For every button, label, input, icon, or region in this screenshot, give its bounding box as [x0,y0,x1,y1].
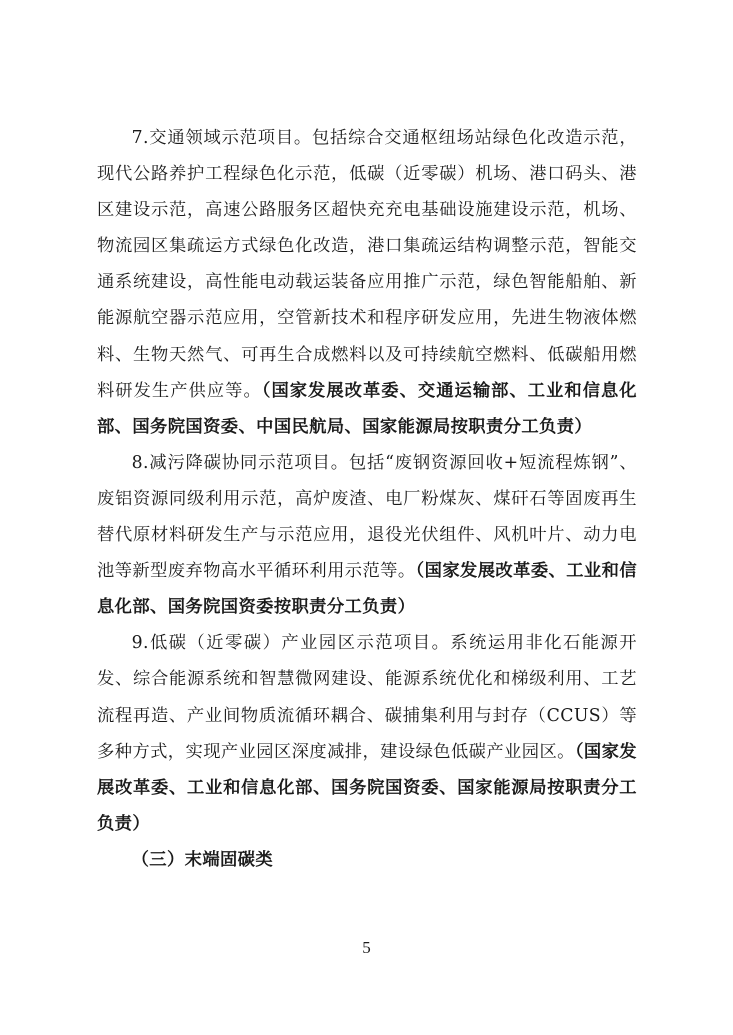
paragraph-text: 9.低碳（近零碳）产业园区示范项目。系统运用非化石能源开发、综合能源系统和智慧微网建设、能源系统优化和梯级利用、工艺流程再造、产业间物质流循环耦合、碳捕集利用与封存（CCUS）等多种方式，实现产业园区深度减排，建设绿色低碳产业园区。 [97,633,637,762]
responsible-agencies: （国家发展改革委、工业和信息化部、国务院国资委、国家能源局按职责分工负责） [97,741,637,834]
document-body [97,120,637,878]
paragraph-industrial-park-demo [97,625,637,842]
paragraph-transport-demo [97,120,637,445]
responsible-agencies: （国家发展改革委、交通运输部、工业和信息化部、国务院国资委、中国民航局、国家能源局按职责分工负责） [97,380,637,437]
paragraph-text: 8.减污降碳协同示范项目。包括“废钢资源回收+短流程炼钢”、废铝资源同级利用示范，高炉废渣、电厂粉煤灰、煤矸石等固废再生替代原材料研发生产与示范应用，退役光伏组件、风机叶片、动力电池等新型废弃物高水平循环利用示范等。 [97,452,637,582]
section-heading: （三）末端固碳类 [131,849,274,870]
paragraph-text: 7.交通领域示范项目。包括综合交通枢纽场站绿色化改造示范，现代公路养护工程绿色化示范，低碳（近零碳）机场、港口码头、港区建设示范，高速公路服务区超快充充电基础设施建设示范，机场、物流园区集疏运方式绿色化改造，港口集疏运结构调整示范，智能交通系统建设，高性能电动载运装备应用推广示范，绿色智能船舶、新能源航空器示范应用，空管新技术和程序研发应用，先进生物液体燃料、生物天然气、可再生合成燃料以及可持续航空燃料、低碳船用燃料研发生产供应等。 [97,128,637,401]
page-number: 5 [362,938,371,957]
responsible-agencies: （国家发展改革委、工业和信息化部、国务院国资委按职责分工负责） [97,561,637,618]
paragraph-pollution-carbon-demo [97,445,637,625]
